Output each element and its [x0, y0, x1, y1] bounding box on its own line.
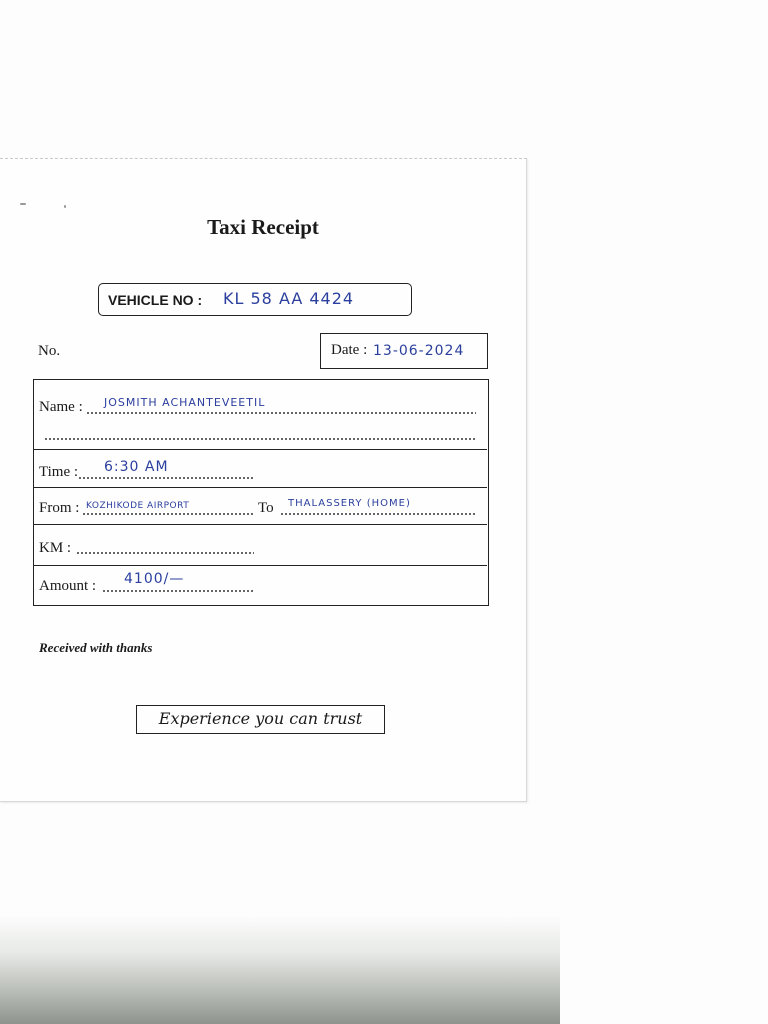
paper-speck: [20, 203, 26, 205]
paper-speck: [64, 205, 66, 208]
name-dotted-line-2: [44, 438, 476, 440]
receipt-number-label: No.: [38, 343, 61, 359]
amount-row: [34, 566, 487, 604]
received-with-thanks: Received with thanks: [39, 640, 153, 655]
vehicle-number-box: [98, 283, 412, 316]
date-box: [320, 333, 488, 369]
receipt-title: Taxi Receipt: [207, 215, 319, 239]
to-dotted-line: [280, 513, 476, 515]
route-row: [34, 488, 487, 525]
receipt-details-table: [33, 379, 489, 606]
vehicle-number-value: KL 58 AA 4424: [223, 289, 355, 308]
km-dotted-line: [76, 552, 254, 554]
date-value: 13-06-2024: [373, 343, 465, 359]
date-label: Date :: [331, 342, 368, 358]
vehicle-number-label: VEHICLE NO :: [108, 292, 203, 308]
amount-dotted-line: [102, 590, 254, 592]
receipt-sheet: [0, 158, 527, 802]
slogan-box: [136, 705, 385, 734]
name-value: JOSMITH ACHANTEVEETIL: [104, 396, 266, 409]
name-row: [34, 380, 487, 450]
name-label: Name :: [39, 399, 83, 415]
amount-value: 4100/—: [124, 571, 185, 587]
slogan-text: Experience you can trust: [158, 709, 363, 728]
scan-background: [560, 915, 768, 1024]
from-dotted-line: [82, 513, 254, 515]
time-dotted-line: [78, 477, 254, 479]
to-value: THALASSERY (HOME): [288, 498, 411, 509]
time-label: Time :: [39, 464, 79, 480]
scanner-shadow: [0, 915, 560, 1024]
to-label: To: [258, 500, 274, 516]
from-value: KOZHIKODE AIRPORT: [86, 501, 190, 511]
amount-label: Amount :: [39, 578, 97, 594]
from-label: From :: [39, 500, 80, 516]
time-value: 6:30 AM: [104, 459, 169, 475]
km-label: KM :: [39, 540, 72, 556]
time-row: [34, 450, 487, 488]
km-row: [34, 525, 487, 566]
name-dotted-line: [86, 412, 476, 414]
